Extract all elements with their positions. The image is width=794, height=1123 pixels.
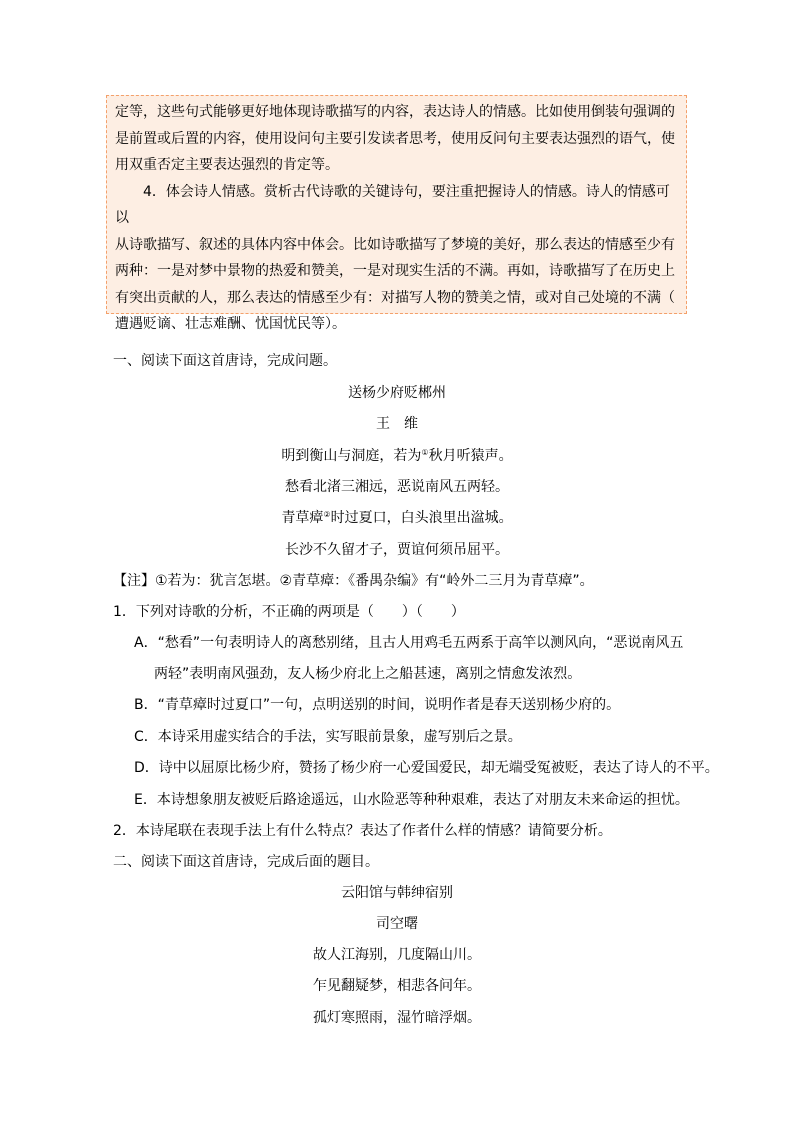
tip-point4-line: 4．体会诗人情感。赏析古代诗歌的关键诗句，要注重把握诗人的情感。诗人的情感可以 <box>115 183 670 226</box>
poem2-line: 故人江海别，几度隔山川。 <box>313 947 481 963</box>
poem2-author: 司空曙 <box>376 916 418 932</box>
option-c: C．本诗采用虚实结合的手法，实写眼前景象，虚写别后之景。 <box>134 729 522 745</box>
poem2-line: 乍见翻疑梦，相悲各问年。 <box>313 978 481 994</box>
tip-line: 定等，这些句式能够更好地体现诗歌描写的内容，表达诗人的情感。比如使用倒装句强调的 <box>115 104 675 120</box>
option-a-line: 两轻”表明南风强劲，友人杨少府北上之船甚速，离别之情愈发浓烈。 <box>154 666 582 682</box>
poem1-author: 王 维 <box>376 416 418 432</box>
tip-point4-line: 两种：一是对梦中景物的热爱和赞美，一是对现实生活的不满。再如，诗歌描写了在历史上 <box>115 263 675 279</box>
section1-heading: 一、阅读下面这首唐诗，完成问题。 <box>113 353 337 369</box>
question-1: 1．下列对诗歌的分析，不正确的两项是（ ）（ ） <box>113 604 465 620</box>
footnote-marker: ① <box>421 448 429 457</box>
option-e: E．本诗想象朋友被贬后路途遥远，山水险恶等种种艰难，表达了对朋友未来命运的担忧。 <box>134 792 689 808</box>
poem1-line: 愁看北渚三湘远，恶说南风五两轻。 <box>285 479 509 495</box>
poem1-line: 明到衡山与洞庭，若为①秋月听猿声。 <box>281 448 513 464</box>
question-2: 2．本诗尾联在表现手法上有什么特点？表达了作者什么样的情感？请简要分析。 <box>113 823 612 839</box>
poem2-line: 孤灯寒照雨，湿竹暗浮烟。 <box>313 1010 481 1026</box>
poem1-note: 【注】①若为：犹言怎堪。②青草瘴：《番禺杂编》有“岭外二三月为青草瘴”。 <box>113 573 594 589</box>
poem1-line: 长沙不久留才子，贾谊何须吊屈平。 <box>285 542 509 558</box>
poem2-title: 云阳馆与韩绅宿别 <box>341 885 453 901</box>
footnote-marker: ② <box>323 510 331 519</box>
tip-box <box>106 95 687 332</box>
tip-line: 是前置或后置的内容，使用设问句主要引发读者思考，使用反问句主要表达强烈的语气，使 <box>115 130 675 147</box>
poem1-line: 青草瘴②时过夏口，白头浪里出湓城。 <box>281 510 513 526</box>
option-a-line: A．“愁看”一句表明诗人的离愁别绪，且古人用鸡毛五两系于高竿以测风向，“恶说南风五 <box>134 635 684 651</box>
tip-line: 用双重否定主要表达强烈的肯定等。 <box>115 157 339 173</box>
tip-point4-line: 从诗歌描写、叙述的具体内容中体会。比如诗歌描写了梦境的美好，那么表达的情感至少有 <box>115 236 675 253</box>
option-d: D．诗中以屈原比杨少府，赞扬了杨少府一心爱国爱民，却无端受冤被贬，表达了诗人的不平。 <box>134 760 719 776</box>
tip-point4-line: 遭遇贬谪、壮志难酬、忧国忧民等）。 <box>115 316 346 332</box>
tip-point4-line: 有突出贡献的人，那么表达的情感至少有：对描写人物的赞美之情，或对自己处境的不满（ <box>115 289 675 306</box>
option-b: B．“青草瘴时过夏口”一句，点明送别的时间，说明作者是春天送别杨少府的。 <box>134 697 621 713</box>
poem1-title: 送杨少府贬郴州 <box>348 385 446 401</box>
section2-heading: 二、阅读下面这首唐诗，完成后面的题目。 <box>113 854 379 870</box>
